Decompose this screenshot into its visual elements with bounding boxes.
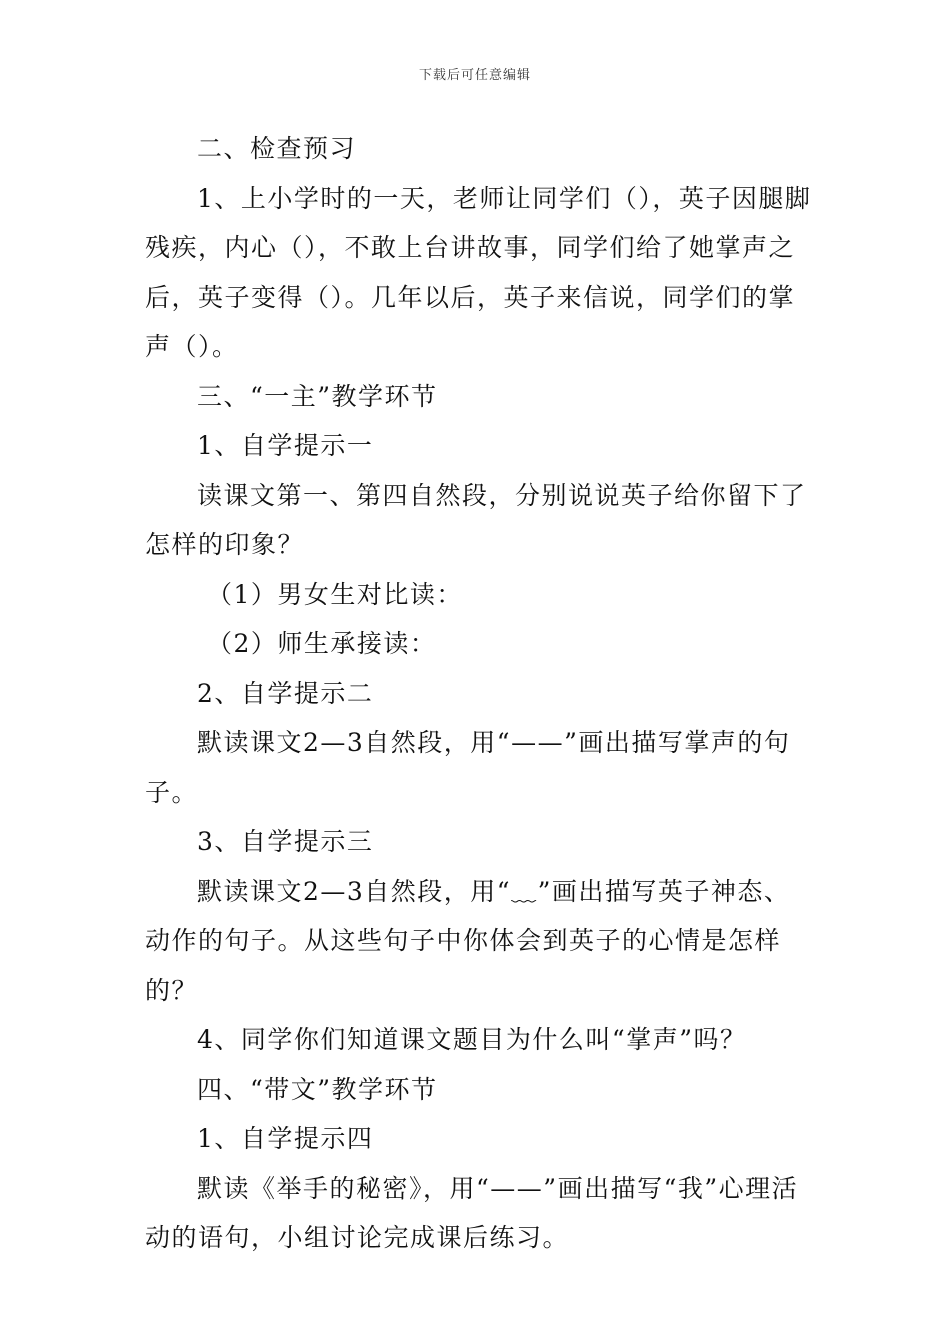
document-body — [145, 124, 815, 1263]
reading-method-2: （2）师生承接读： — [207, 629, 437, 658]
section-heading-daiwen: 四、“带文”教学环节 — [197, 1074, 438, 1104]
review-question-1: 1、上小学时的一天，老师让同学们（），英子因腿脚残疾，内心（），不敢上台讲故事，同学们给了她掌声之后，英子变得（）。几年以后，英子来信说，同学们的掌声（）。 — [145, 183, 812, 361]
self-study-prompt-3-text: 默读课文2—3自然段，用“﹏”画出描写英子神态、动作的句子。从这些句子中你体会到英子的心情是怎样的？ — [145, 876, 791, 1005]
section-heading-yizhu: 三、“一主”教学环节 — [197, 381, 438, 411]
section-heading-review: 二、检查预习 — [197, 134, 357, 163]
self-study-prompt-4-text: 默读《举手的秘密》，用“——”画出描写“我”心理活动的语句，小组讨论完成课后练习。 — [145, 1173, 799, 1252]
self-study-prompt-3-title: 3、自学提示三 — [197, 827, 374, 856]
reading-method-1: （1）男女生对比读： — [207, 579, 463, 609]
self-study-prompt-2-text: 默读课文2—3自然段，用“——”画出描写掌声的句子。 — [145, 728, 791, 807]
self-study-prompt-1-text: 读课文第一、第四自然段，分别说说英子给你留下了怎样的印象？ — [145, 480, 807, 559]
self-study-prompt-4-title: 1、自学提示四 — [197, 1124, 374, 1153]
question-4: 4、同学你们知道课文题目为什么叫“掌声”吗？ — [197, 1025, 747, 1054]
page-header-note: 下载后可任意编辑 — [418, 68, 531, 83]
self-study-prompt-2-title: 2、自学提示二 — [197, 678, 374, 708]
self-study-prompt-1-title: 1、自学提示一 — [197, 431, 374, 460]
